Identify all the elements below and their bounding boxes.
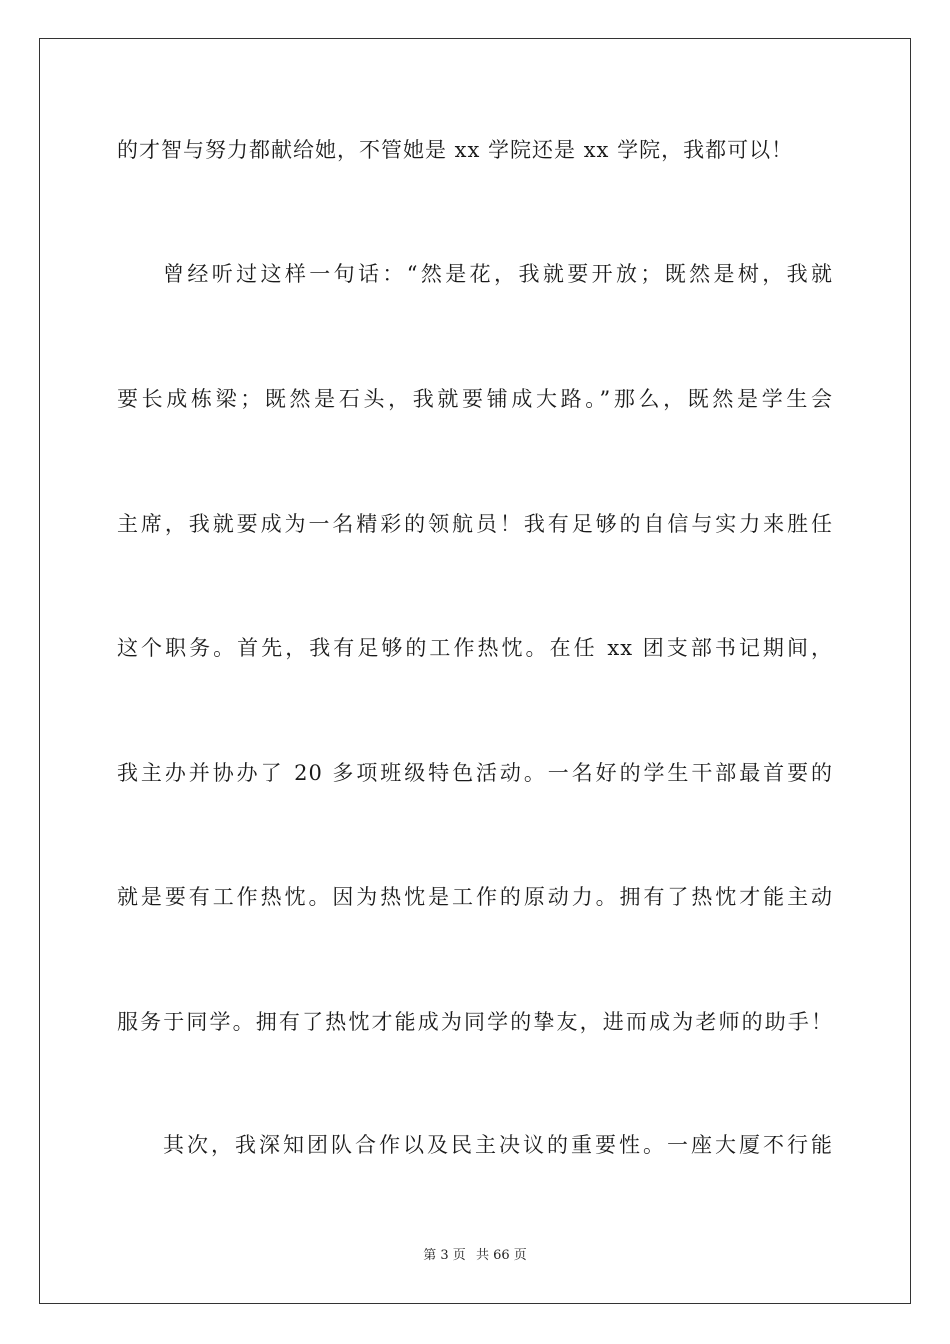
page-total: 共 66 页 <box>475 1248 527 1263</box>
text-line-8: 服务于同学。拥有了热忱才能成为同学的挚友，进而成为老师的助手！ <box>117 1010 833 1034</box>
text-line-4: 主席，我就要成为一名精彩的领航员！我有足够的自信与实力来胜任 <box>117 512 833 536</box>
text-line-5: 这个职务。首先，我有足够的工作热忱。在任 xx 团支部书记期间， <box>117 636 833 660</box>
text-line-6: 我主办并协办了 20 多项班级特色活动。一名好的学生干部最首要的 <box>117 761 833 785</box>
text-line-3: 要长成栋梁；既然是石头，我就要铺成大路。”那么，既然是学生会 <box>117 387 833 411</box>
page-footer <box>0 1247 950 1265</box>
text-line-9: 其次，我深知团队合作以及民主决议的重要性。一座大厦不行能 <box>163 1133 833 1157</box>
text-line-2: 曾经听过这样一句话：“然是花，我就要开放；既然是树，我就 <box>163 262 833 286</box>
page-number: 第 3 页 <box>423 1248 466 1263</box>
text-line-7: 就是要有工作热忱。因为热忱是工作的原动力。拥有了热忱才能主动 <box>117 885 833 909</box>
page-border <box>39 38 911 1304</box>
text-line-1: 的才智与努力都献给她，不管她是 xx 学院还是 xx 学院，我都可以！ <box>117 138 794 162</box>
